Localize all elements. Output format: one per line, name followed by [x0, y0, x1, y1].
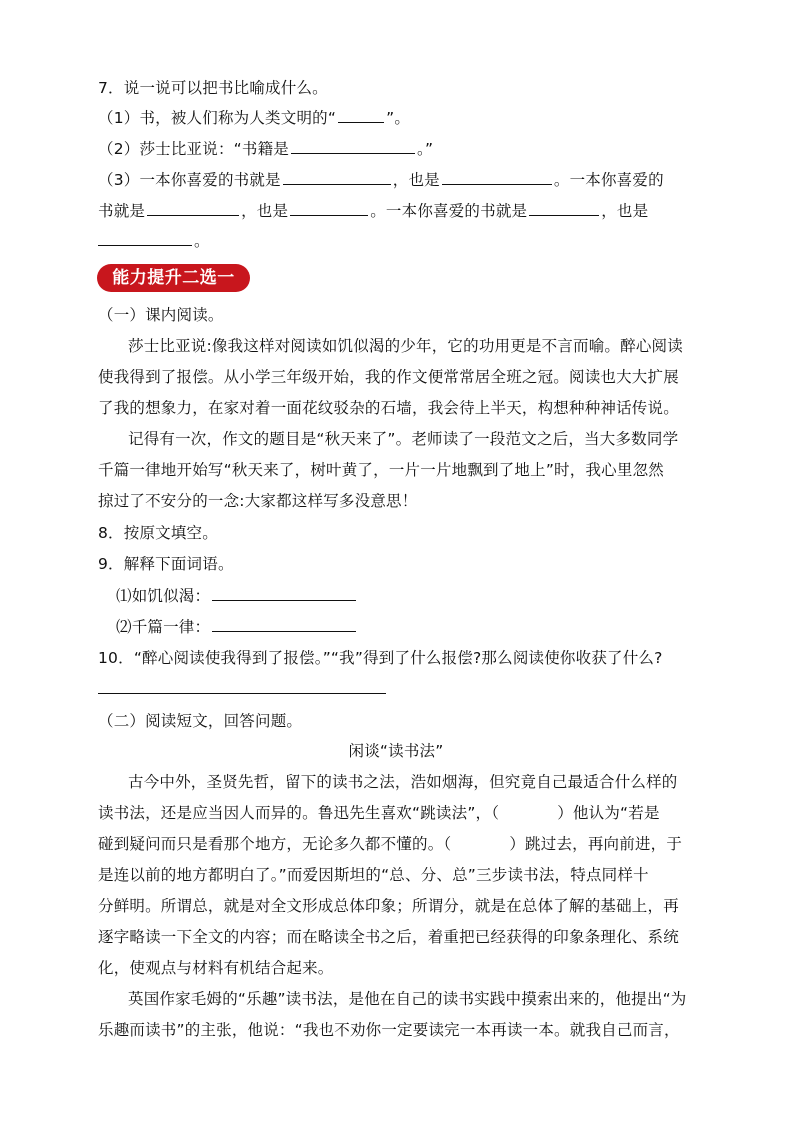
- q7-item1-text-end: ”。: [386, 109, 411, 127]
- q7-item2-blank[interactable]: [291, 138, 415, 154]
- passage-text: ）他认为“若是: [557, 804, 660, 822]
- q7-item3-blank-3[interactable]: [147, 200, 239, 216]
- q7-item1: [98, 107, 708, 129]
- q7-item3-text: （3）一本你喜爱的书就是: [98, 171, 281, 189]
- q7-item3-line1: [98, 169, 708, 191]
- q7-item3-text: 。一本你喜爱的: [553, 171, 664, 189]
- q9-item2-label: ⑵千篇一律：: [116, 618, 211, 636]
- q10-title: 10．“醉心阅读使我得到了报偿。”“我”得到了什么报偿?那么阅读使你收获了什么?: [98, 649, 663, 667]
- passage-text: 读书法，还是应当因人而异的。鲁迅先生喜欢“跳读法”，（: [98, 804, 500, 822]
- passage-text: ）跳过去，再向前进，于: [509, 835, 683, 853]
- q7-item3-text: ，也是: [601, 202, 649, 220]
- part1-paragraph1-line: 了我的想象力，在家对着一面花纹驳杂的石墙，我会待上半天，构想种种神话传说。: [98, 399, 679, 417]
- q7-item3-line3: [98, 230, 708, 252]
- passage-line: 逐字略读一下全文的内容；而在略读全书之后，着重把已经获得的印象条理化、系统: [98, 928, 679, 946]
- part1-paragraph1-line: 莎士比亚说:像我这样对阅读如饥似渴的少年，它的功用更是不言而喻。醉心阅读: [128, 337, 683, 355]
- passage-line: 古今中外，圣贤先哲，留下的读书之法，浩如烟海，但究竟自己最适合什么样的: [128, 773, 678, 791]
- q9-item2: [116, 616, 726, 638]
- part1-paragraph2-line: 千篇一律地开始写“秋天来了，树叶黄了，一片一片地飘到了地上”时，我心里忽然: [98, 461, 664, 479]
- q7-item3-text: 。一本你喜爱的书就是: [370, 202, 528, 220]
- part1-paragraph1-line: 使我得到了报偿。从小学三年级开始，我的作文便常常居全班之冠。阅读也大大扩展: [98, 368, 679, 386]
- q9-title: 9．解释下面词语。: [98, 555, 234, 573]
- q7-item1-blank[interactable]: [338, 107, 384, 123]
- passage-line: [98, 833, 708, 855]
- q7-item3-blank-4[interactable]: [290, 200, 368, 216]
- q10-answer-line[interactable]: [98, 693, 386, 694]
- q7-item2-text: （2）莎士比亚说：“书籍是: [98, 140, 289, 158]
- q9-item1: [116, 585, 726, 607]
- q7-item3-blank-2[interactable]: [442, 169, 552, 185]
- passage-line: 分鲜明。所谓总，就是对全文形成总体印象；所谓分，就是在总体了解的基础上，再: [98, 897, 679, 915]
- q9-item1-label: ⑴如饥似渴：: [116, 587, 211, 605]
- part2-heading: （二）阅读短文，回答问题。: [98, 712, 303, 730]
- q7-item3-blank-6[interactable]: [98, 230, 192, 246]
- part1-heading: （一）课内阅读。: [98, 306, 224, 324]
- q7-item2-text-end: 。”: [417, 140, 434, 158]
- q8-title: 8．按原文填空。: [98, 524, 218, 542]
- passage-line: 化，使观点与材料有机结合起来。: [98, 959, 334, 977]
- q7-item3-text: 书就是: [98, 202, 146, 220]
- q9-item2-blank[interactable]: [212, 616, 356, 632]
- section-badge: 能力提升二选一: [97, 264, 250, 292]
- q7-title: 7．说一说可以把书比喻成什么。: [98, 79, 328, 97]
- q7-item1-text: （1）书，被人们称为人类文明的“: [98, 109, 337, 127]
- q7-item3-blank-5[interactable]: [529, 200, 599, 216]
- q7-item3-text: 。: [194, 232, 210, 250]
- passage-line: 是连以前的地方都明白了。”而爱因斯坦的“总、分、总”三步读书法，特点同样十: [98, 866, 649, 884]
- q7-item3-line2: [98, 200, 708, 222]
- q7-item3-text: ，也是: [392, 171, 440, 189]
- passage-title: 闲谈“读书法”: [348, 742, 444, 760]
- passage-line: [98, 802, 708, 824]
- part1-paragraph2-line: 掠过了不安分的一念:大家都这样写多没意思！: [98, 492, 418, 510]
- q9-item1-blank[interactable]: [212, 585, 356, 601]
- passage-text: 碰到疑问而只是看那个地方，无论多久都不懂的。（: [98, 835, 452, 853]
- q7-item2: [98, 138, 708, 160]
- q7-item3-text: ，也是: [241, 202, 289, 220]
- passage-line: 英国作家毛姆的“乐趣”读书法，是他在自己的读书实践中摸索出来的，他提出“为: [128, 990, 687, 1008]
- q7-item3-blank-1[interactable]: [283, 169, 391, 185]
- passage-line: 乐趣而读书”的主张，他说：“我也不劝你一定要读完一本再读一本。就我自己而言，: [98, 1021, 680, 1039]
- part1-paragraph2-line: 记得有一次，作文的题目是“秋天来了”。老师读了一段范文之后，当大多数同学: [128, 430, 679, 448]
